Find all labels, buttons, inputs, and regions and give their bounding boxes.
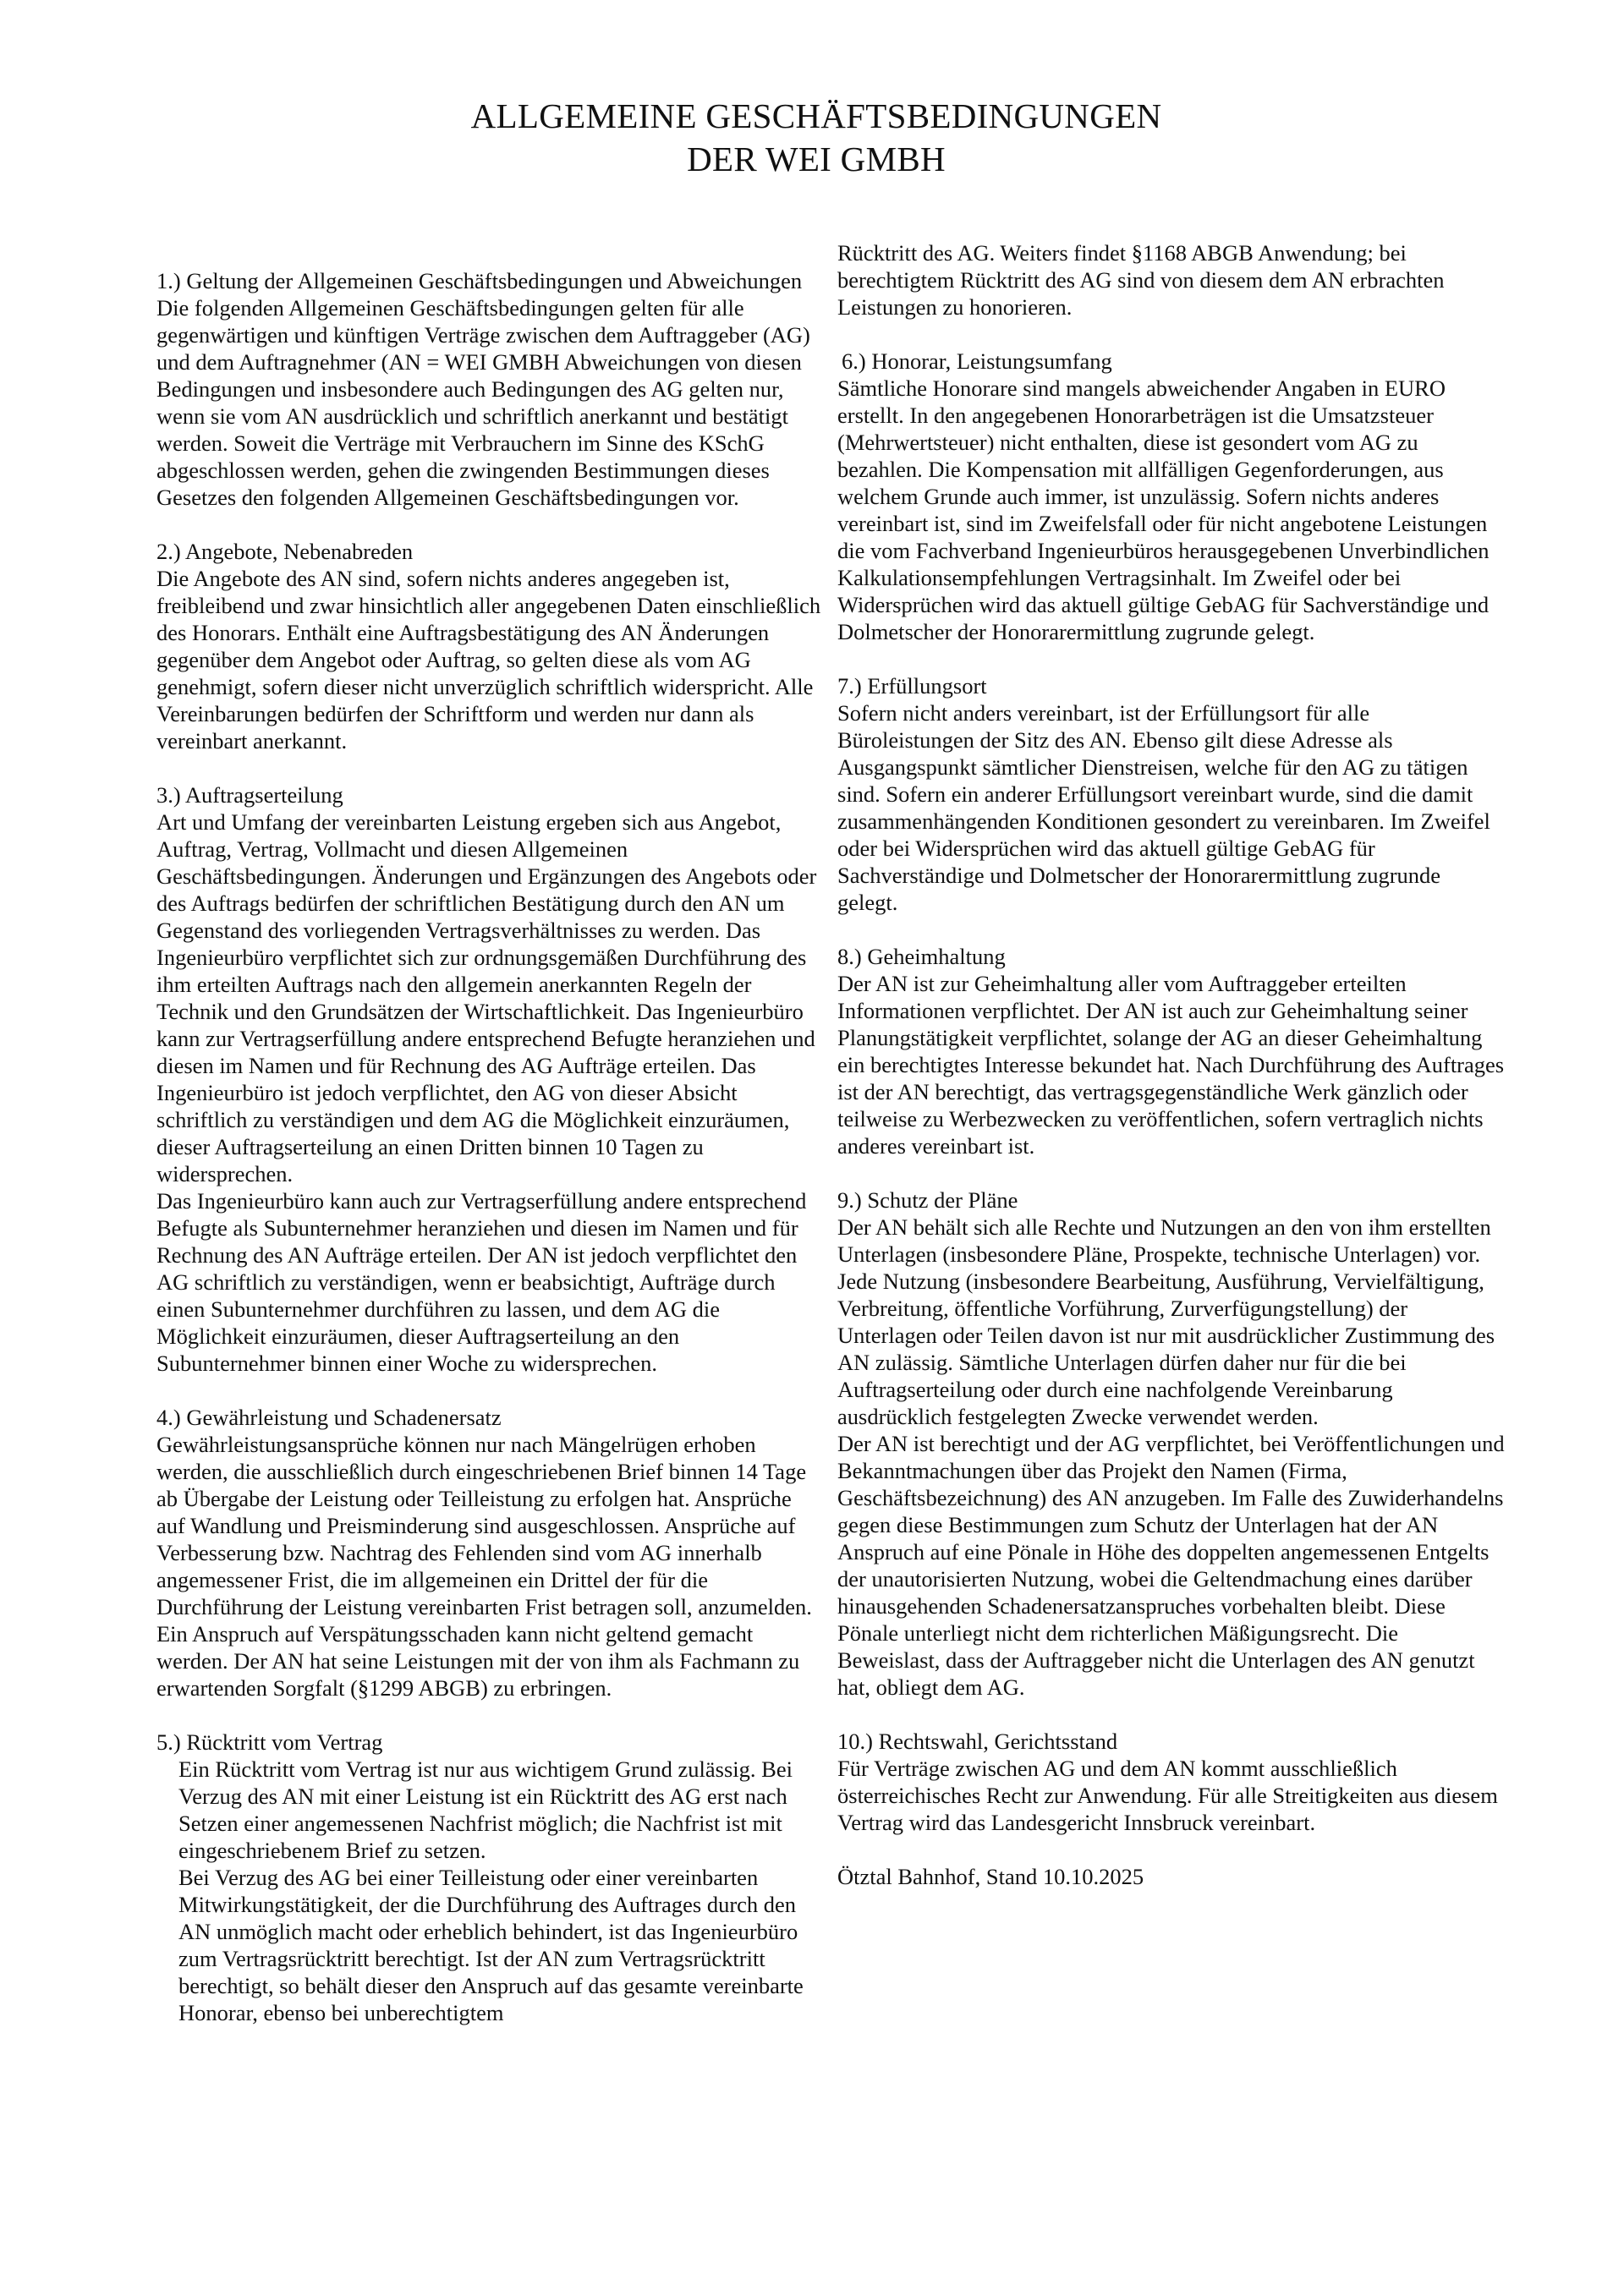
section-heading: 9.) Schutz der Pläne [837,1187,1018,1213]
section-body: Ein Rücktritt vom Vertrag ist nur aus wichtigem Grund zulässig. Bei Verzug des AN mit einer Leistung ist ein Rücktritt des AG erst nach Setzen einer angemessenen Nachfrist möglich; die Nachfrist ist mit eingeschriebenem Brief zu setzen. [178,1756,793,1863]
section-2 [156,538,825,754]
section-heading: 3.) Auftragserteilung [156,782,343,808]
left-column [156,267,825,2053]
section-heading: 2.) Angebote, Nebenabreden [156,539,414,564]
section-4 [156,1404,825,1701]
section-1 [156,267,825,511]
section-body: Sofern nicht anders vereinbart, ist der Erfüllungsort für alle Büroleistungen der Sitz des AN. Ebenso gilt diese Adresse als Ausgangspunkt sämtlicher Dienstreisen, welche für den AG zu tätigen sind. Sofern ein anderer Erfüllungsort vereinbart wurde, sind die damit zusammenhängenden Konditionen gesondert zu vereinbaren. Im Zweifel oder bei Widersprüchen wird das aktuell gültige GebAG für Sachverständige und Dolmetscher der Honorarermittlung zugrunde gelegt. [837,700,1490,915]
section-body: Die folgenden Allgemeinen Geschäftsbedingungen gelten für alle gegenwärtigen und künftigen Verträge zwischen dem Auftraggeber (AG) und dem Auftragnehmer (AN = WEI GMBH Abweichungen von diesen Bedingungen und insbesondere auch Bedingungen des AG gelten nur, wenn sie vom AN ausdrücklich und schriftlich anerkannt und bestätigt werden. Soweit die Verträge mit Verbrauchern im Sinne des KSchG abgeschlossen werden, gehen die zwingenden Bestimmungen dieses Gesetzes den folgenden Allgemeinen Geschäftsbedingungen vor. [156,295,810,510]
section-heading: 6.) Honorar, Leistungsumfang [842,348,1112,374]
section-body: Der AN ist zur Geheimhaltung aller vom Auftraggeber erteilten Informationen verpflichtet. Der AN ist auch zur Geheimhaltung seiner Planungstätigkeit verpflichtet, solange der AG an dieser Geheimhaltung ein berechtigtes Interesse bekundet hat. Nach Durchführung des Auftrages ist der AN berechtigt, das vertragsgegenständliche Werk gänzlich oder teilweise zu Werbezwecken zu veröffentlichen, sofern vertraglich nichts anderes vereinbart ist. [837,971,1505,1159]
title-line-1: ALLGEMEINE GESCHÄFTSBEDINGUNGEN [470,96,1162,135]
section-5-continuation [837,239,1506,321]
section-heading: 7.) Erfüllungsort [837,673,987,699]
section-heading: 5.) Rücktritt vom Vertrag [156,1729,383,1755]
section-6 [837,348,1506,645]
place-date [837,1863,1506,1890]
section-body: Der AN behält sich alle Rechte und Nutzungen an den von ihm erstellten Unterlagen (insbesondere Pläne, Prospekte, technische Unterlagen) vor. Jede Nutzung (insbesondere Bearbeitung, Ausführung, Vervielfältigung, Verbreitung, öffentliche Vorführung, Zurverfügungstellung) der Unterlagen oder Teilen davon ist nur mit ausdrücklicher Zustimmung des AN zulässig. Sämtliche Unterlagen dürfen daher nur für die bei Auftragserteilung oder durch eine nachfolgende Vereinbarung ausdrücklich festgelegten Zwecke verwendet werden. [837,1214,1495,1429]
title-line-2: DER WEI GMBH [687,140,946,178]
section-body: Für Verträge zwischen AG und dem AN kommt ausschließlich österreichisches Recht zur Anwendung. Für alle Streitigkeiten aus diesem Vertrag wird das Landesgericht Innsbruck vereinbart. [837,1756,1498,1835]
place-date-text: Ötztal Bahnhof, Stand 10.10.2025 [837,1864,1144,1889]
section-heading: 4.) Gewährleistung und Schadenersatz [156,1405,502,1430]
section-8 [837,943,1506,1159]
section-body: Die Angebote des AN sind, sofern nichts anderes angegeben ist, freibleibend und zwar hinsichtlich aller angegebenen Daten einschließlich des Honorars. Enthält eine Auftragsbestätigung des AN Änderungen gegenüber dem Angebot oder Auftrag, so gelten diese als vom AG genehmigt, sofern dieser nicht unverzüglich schriftlich widerspricht. Alle Vereinbarungen bedürfen der Schriftform und werden nur dann als vereinbart anerkannt. [156,566,821,753]
section-body: Bei Verzug des AG bei einer Teilleistung oder einer vereinbarten Mitwirkungstätigkeit, der die Durchführung des Auftrages durch den AN unmöglich macht oder erheblich behindert, ist das Ingenieurbüro zum Vertragsrücktritt berechtigt. Ist der AN zum Vertragsrücktritt berechtigt, so behält dieser den Anspruch auf das gesamte vereinbarte Honorar, ebenso bei unberechtigtem [178,1865,804,2025]
section-body: Sämtliche Honorare sind mangels abweichender Angaben in EURO erstellt. In den angegebenen Honorarbeträgen ist die Umsatzsteuer (Mehrwertsteuer) nicht enthalten, diese ist gesondert vom AG zu bezahlen. Die Kompensation mit allfälligen Gegenforderungen, aus welchem Grunde auch immer, ist unzulässig. Sofern nichts anderes vereinbart ist, sind im Zweifelsfall oder für nicht angebotene Leistungen die vom Fachverband Ingenieurbüros herausgegebenen Unverbindlichen Kalkulationsempfehlungen Vertragsinhalt. Im Zweifel oder bei Widersprüchen wird das aktuell gültige GebAG für Sachverständige und Dolmetscher der Honorarermittlung zugrunde gelegt. [837,375,1490,644]
section-3 [156,781,825,1377]
section-body: Rücktritt des AG. Weiters findet §1168 ABGB Anwendung; bei berechtigtem Rücktritt des AG sind von diesem dem AN erbrachten Leistungen zu honorieren. [837,240,1445,320]
document-title [0,95,1624,181]
right-column [837,239,1506,1917]
section-heading: 1.) Geltung der Allgemeinen Geschäftsbedingungen und Abweichungen [156,268,803,293]
section-7 [837,672,1506,916]
section-9 [837,1186,1506,1701]
section-heading: 10.) Rechtswahl, Gerichtsstand [837,1729,1118,1754]
section-heading: 8.) Geheimhaltung [837,944,1006,969]
section-body: Das Ingenieurbüro kann auch zur Vertragserfüllung andere entsprechend Befugte als Subunternehmer heranziehen und diesen im Namen und für Rechnung des AN Aufträge erteilen. Der AN ist jedoch verpflichtet den AG schriftlich zu verständigen, wenn er beabsichtigt, Aufträge durch einen Subunternehmer durchführen zu lassen, und dem AG die Möglichkeit einzuräumen, dieser Auftragserteilung an den Subunternehmer binnen einer Woche zu widersprechen. [156,1188,807,1376]
section-body: Gewährleistungsansprüche können nur nach Mängelrügen erhoben werden, die ausschließlich durch eingeschriebenen Brief binnen 14 Tage ab Übergabe der Leistung oder Teilleistung zu erfolgen hat. Ansprüche auf Wandlung und Preisminderung sind ausgeschlossen. Ansprüche auf Verbesserung bzw. Nachtrag des Fehlenden sind vom AG innerhalb angemessener Frist, die im allgemeinen ein Drittel der für die Durchführung der Leistung vereinbarten Frist betragen soll, anzumelden. Ein Anspruch auf Verspätungsschaden kann nicht geltend gemacht werden. Der AN hat seine Leistungen mit der von ihm als Fachmann zu erwartenden Sorgfalt (§1299 ABGB) zu erbringen. [156,1432,812,1701]
section-body: Der AN ist berechtigt und der AG verpflichtet, bei Veröffentlichungen und Bekanntmachungen über das Projekt den Namen (Firma, Geschäftsbezeichnung) des AN anzugeben. Im Falle des Zuwiderhandelns gegen diese Bestimmungen zum Schutz der Unterlagen hat der AN Anspruch auf eine Pönale in Höhe des doppelten angemessenen Entgelts der unautorisierten Nutzung, wobei die Geltendmachung eines darüber hinausgehenden Schadenersatzanspruches vorbehalten bleibt. Diese Pönale unterliegt nicht dem richterlichen Mäßigungsrecht. Die Beweislast, dass der Auftraggeber nicht die Unterlagen des AN genutzt hat, obliegt dem AG. [837,1431,1505,1700]
section-body: Art und Umfang der vereinbarten Leistung ergeben sich aus Angebot, Auftrag, Vertrag, Vollmacht und diesen Allgemeinen Geschäftsbedingungen. Änderungen und Ergänzungen des Angebots oder des Auftrags bedürfen der schriftlichen Bestätigung durch den AN um Gegenstand des vorliegenden Vertragsverhältnisses zu werden. Das Ingenieurbüro verpflichtet sich zur ordnungsgemäßen Durchführung des ihm erteilten Auftrags nach den allgemein anerkannten Regeln der Technik und den Grundsätzen der Wirtschaftlichkeit. Das Ingenieurbüro kann zur Vertragserfüllung andere entsprechend Befugte heranziehen und diesen im Namen und für Rechnung des AG Aufträge erteilen. Das Ingenieurbüro ist jedoch verpflichtet, den AG von dieser Absicht schriftlich zu verständigen und dem AG die Möglichkeit einzuräumen, dieser Auftragserteilung an einen Dritten binnen 10 Tagen zu widersprechen. [156,809,817,1186]
section-10 [837,1728,1506,1836]
section-5 [156,1729,825,2026]
